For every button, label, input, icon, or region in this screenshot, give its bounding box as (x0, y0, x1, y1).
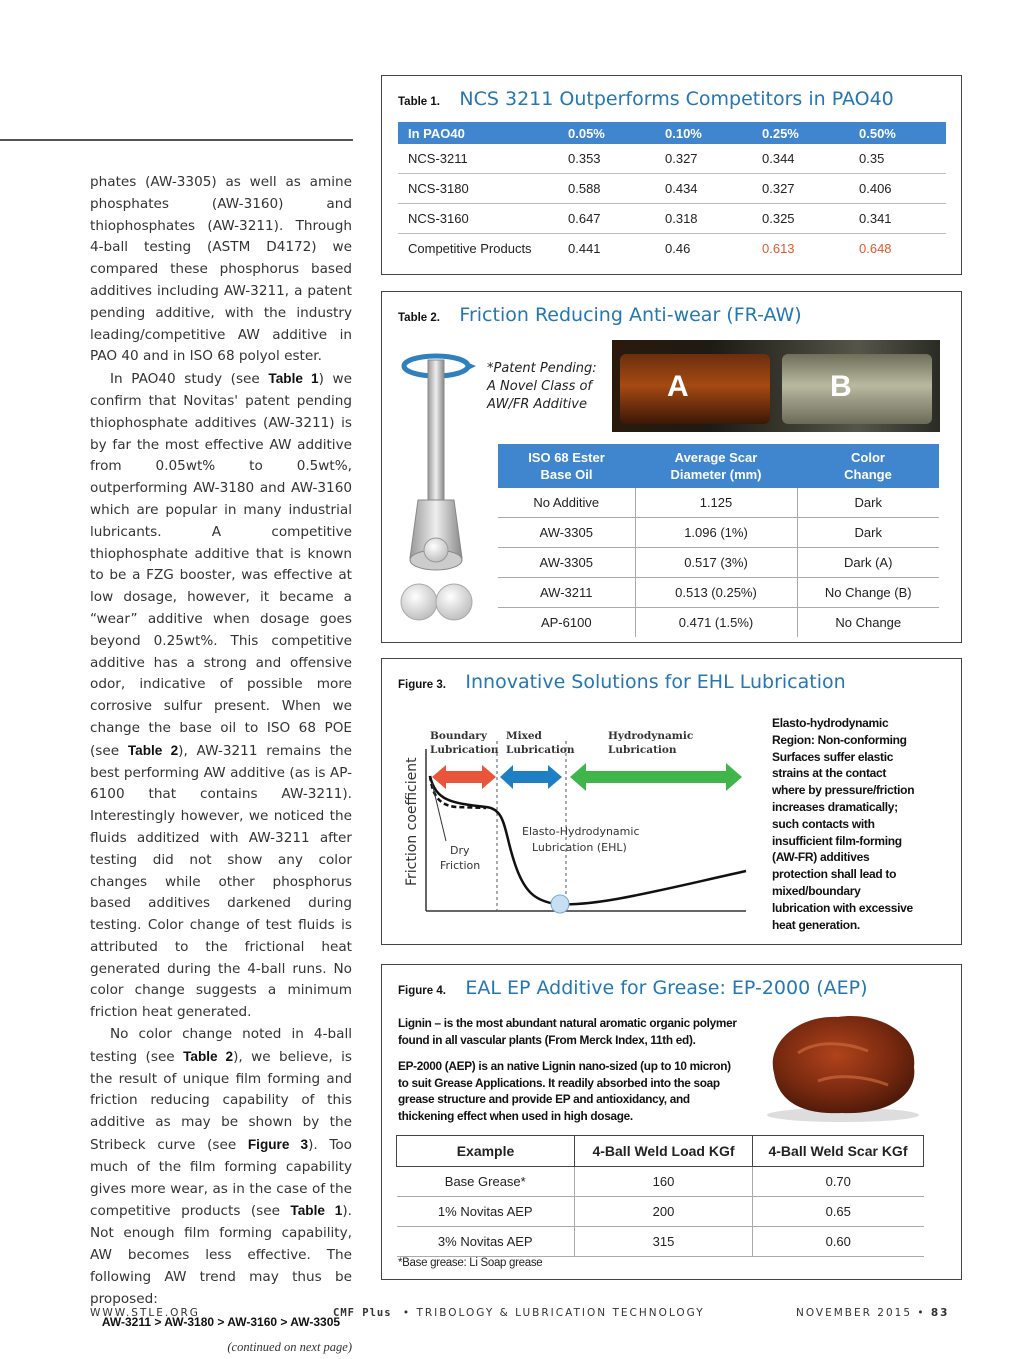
paragraph-3: No color change noted in 4-ball testing (see Table 2), we believe, is the result of unique film forming and friction reducing capability of this additive as may be shown by the Stribeck curve (see Figure 3). Too much of the film forming capability gives more wear, as in the case of the competitive products (see Table 1). Not enough film forming capability, AW becomes less effective. The following AW trend may thus be proposed: (90, 1026, 352, 1307)
y-axis-label: Friction coefficient (404, 757, 420, 886)
table-cell: 0.434 (655, 174, 752, 204)
table-cell: Competitive Products (408, 241, 532, 256)
table1-label: Table 1. (398, 96, 440, 108)
dry-friction-label: Friction (440, 859, 481, 872)
table-cell: 0.406 (849, 174, 946, 204)
table-row (498, 518, 939, 548)
footer-publication (333, 1307, 705, 1319)
body-column (90, 172, 352, 1359)
table-row (398, 204, 946, 234)
sample-b-label: B (830, 370, 852, 403)
hydrodynamic-label: Hydrodynamic (608, 730, 694, 742)
table1-title: NCS 3211 Outperforms Competitors in PAO40 (459, 88, 894, 110)
mixed-label: Mixed (506, 730, 542, 742)
table-cell: 0.325 (752, 204, 849, 234)
table-cell: 0.647 (558, 204, 655, 234)
table2-header: Average Scar Diameter (mm) (635, 444, 797, 488)
mixed-arrow-icon (500, 765, 562, 789)
table-cell-highlight: 0.613 (762, 241, 795, 256)
ehl-label: Lubrication (EHL) (532, 841, 627, 854)
lignin-para-1: Lignin – is the most abundant natural aromatic organic polymer found in all vascular plants (From Merck Index, 11th ed). (398, 1016, 737, 1047)
table-cell: AW-3305 (498, 518, 635, 548)
table-cell: Dark (797, 488, 939, 518)
table-cell: 0.327 (655, 144, 752, 174)
table-row (498, 608, 939, 638)
table-cell: 0.344 (752, 144, 849, 174)
table-cell: AP-6100 (540, 615, 592, 630)
table-cell: No Change (B) (797, 578, 939, 608)
table2-box (381, 291, 962, 643)
figure4-header: 4-Ball Weld Load KGf (575, 1136, 753, 1167)
figure4-table (396, 1135, 924, 1257)
table2-title: Friction Reducing Anti-wear (FR-AW) (459, 304, 802, 326)
table-row (498, 578, 939, 608)
table-cell: 315 (575, 1227, 753, 1257)
table1-box (381, 75, 962, 275)
table-cell: 3% Novitas AEP (397, 1227, 575, 1257)
page-number: 83 (930, 1307, 950, 1319)
table1-header: 0.50% (849, 122, 946, 144)
stribeck-curve-diagram (396, 721, 756, 931)
continued-note: (continued on next page) (227, 1340, 352, 1355)
figure4-footnote: *Base grease: Li Soap grease (398, 1257, 543, 1269)
table-cell: 0.588 (558, 174, 655, 204)
table-cell: AW-3211 (498, 578, 635, 608)
lignin-sample-photo (758, 1003, 928, 1125)
table2-label: Table 2. (398, 312, 440, 324)
table-cell: 0.35 (849, 144, 946, 174)
figure3-label: Figure 3. (398, 679, 446, 691)
table-row (498, 488, 939, 518)
table-cell: 0.65 (753, 1197, 924, 1227)
table1-header: In PAO40 (398, 122, 558, 144)
ehl-label: Elasto-Hydrodynamic (522, 825, 640, 838)
ehl-point-icon (551, 895, 569, 913)
table-cell: 0.353 (558, 144, 655, 174)
table-cell: 1% Novitas AEP (397, 1197, 575, 1227)
table-row (397, 1197, 924, 1227)
figure4-header: Example (397, 1136, 575, 1167)
figure4-box (381, 964, 962, 1280)
figure3-box (381, 658, 962, 945)
table-cell: Base Grease* (397, 1167, 575, 1197)
table-cell: 0.70 (753, 1167, 924, 1197)
table-cell: 1.125 (635, 488, 797, 518)
table-row (397, 1227, 924, 1257)
footer-issue: NOVEMBER 2015 • (796, 1307, 931, 1319)
figure4-title: EAL EP Additive for Grease: EP-2000 (AEP) (465, 977, 868, 999)
footer-journal: • TRIBOLOGY & LUBRICATION TECHNOLOGY (402, 1307, 705, 1319)
table-cell: 0.513 (0.25%) (635, 578, 797, 608)
aw-trend: AW-3211 > AW-3180 > AW-3160 > AW-3305 (101, 1315, 341, 1330)
table-cell: NCS-3180 (398, 174, 558, 204)
table-cell: 0.46 (665, 241, 691, 256)
table2 (498, 444, 939, 637)
patent-note: *Patent Pending: A Novel Class of AW/FR Additive (487, 361, 597, 412)
dry-pointer (432, 783, 446, 841)
table1-header: 0.25% (752, 122, 849, 144)
table-row (397, 1167, 924, 1197)
boundary-label: Boundary (430, 730, 487, 742)
footer-date (796, 1307, 950, 1319)
table-row (498, 548, 939, 578)
table-cell: 0.517 (3%) (635, 548, 797, 578)
table-row (398, 144, 946, 174)
dry-friction-label: Dry (450, 844, 470, 857)
table-cell: No Change (797, 608, 939, 638)
table-row (398, 234, 946, 264)
hydrodynamic-arrow-icon (570, 763, 742, 791)
footer-website: WWW.STLE.ORG (90, 1307, 200, 1319)
table2-header: Color Change (797, 444, 939, 488)
table-cell: 0.341 (849, 204, 946, 234)
table-cell: 0.327 (752, 174, 849, 204)
table2-header: ISO 68 Ester Base Oil (498, 444, 635, 488)
table1 (398, 122, 946, 263)
paragraph-2: In PAO40 study (see Table 1) we confirm that Novitas' patent pending thiophosphate additives (AW-3211) is by far the most effective AW additive from 0.05wt% to 0.5wt%, outperforming AW-3180 and AW-3160 which are popular in many industrial lubricants. A competitive thiophosphate additive that is known to be a FZG booster, was effective at low dosage, however, it became a “wear” additive when dosage goes beyond 0.25wt%. This competitive additive has a strong and offensive odor, indicative of possible more corrosive sulfur present. When we change the base oil to ISO 68 POE (see Table 2), AW-3211 remains the best performing AW additive (as is AP-6100 that contains AW-3211). Interestingly however, we noticed the fluids additized with AW-3211 after testing did not show any color changes while other phosphorus based additives darkened during testing. Color change of test fluids is attributed to the frictional heat generated during the 4-ball runs. No color change suggests a minimum friction heat generated. (90, 371, 353, 1021)
paragraph-1: phates (AW-3305) as well as amine phosphates (AW-3160) and thiophosphates (AW-3211). Through 4-ball testing (ASTM D4172) we compared these phosphorus based additives including AW-3211, a patent pending additive, with the industry leading/competitive AW additive in PAO 40 and in ISO 68 polyol ester. (90, 174, 352, 365)
lignin-description (398, 1015, 743, 1124)
boundary-label: Lubrication (430, 744, 499, 756)
lignin-para-2: EP-2000 (AEP) is an native Lignin nano-sized (up to 10 micron) to suit Grease Applications. It readily absorbed into the soap grease structure and provide EP and antioxidancy, and thickening effect when used in high dosage. (398, 1059, 731, 1123)
table1-header: 0.10% (655, 122, 752, 144)
mixed-label: Lubrication (506, 744, 575, 756)
table-row (398, 174, 946, 204)
four-ball-tester-icon (396, 338, 496, 628)
table-cell: NCS-3160 (398, 204, 558, 234)
table-cell: NCS-3211 (398, 144, 558, 174)
hydrodynamic-label: Lubrication (608, 744, 677, 756)
table-cell: Dark (797, 518, 939, 548)
table-cell: 0.318 (655, 204, 752, 234)
table-cell: 200 (575, 1197, 753, 1227)
figure4-header: 4-Ball Weld Scar KGf (753, 1136, 924, 1167)
ehl-explanation: Elasto-hydrodynamic Region: Non-conforming Surfaces suffer elastic strains at the contact where by pressure/friction increases dramatically; such contacts with insufficient film-forming (AW-FR) additives protection shall lead to mixed/boundary lubrication with excessive heat generation. (772, 716, 915, 932)
table-cell: 160 (575, 1167, 753, 1197)
table-cell: 0.60 (753, 1227, 924, 1257)
fluid-sample-photo (612, 340, 940, 432)
table-cell: 0.441 (568, 241, 601, 256)
section-rule (0, 139, 353, 141)
footer-brand: CMF Plus (333, 1307, 392, 1319)
table-cell: Dark (A) (797, 548, 939, 578)
table-cell: No Additive (498, 488, 635, 518)
table-cell: 0.471 (1.5%) (635, 608, 797, 638)
table-cell: 1.096 (1%) (635, 518, 797, 548)
figure3-title: Innovative Solutions for EHL Lubrication (465, 671, 846, 693)
sample-a-label: A (667, 370, 689, 403)
figure4-label: Figure 4. (398, 985, 446, 997)
table1-header: 0.05% (558, 122, 655, 144)
table-cell: AW-3305 (498, 548, 635, 578)
boundary-arrow-icon (432, 765, 496, 789)
table-cell-highlight: 0.648 (859, 241, 892, 256)
